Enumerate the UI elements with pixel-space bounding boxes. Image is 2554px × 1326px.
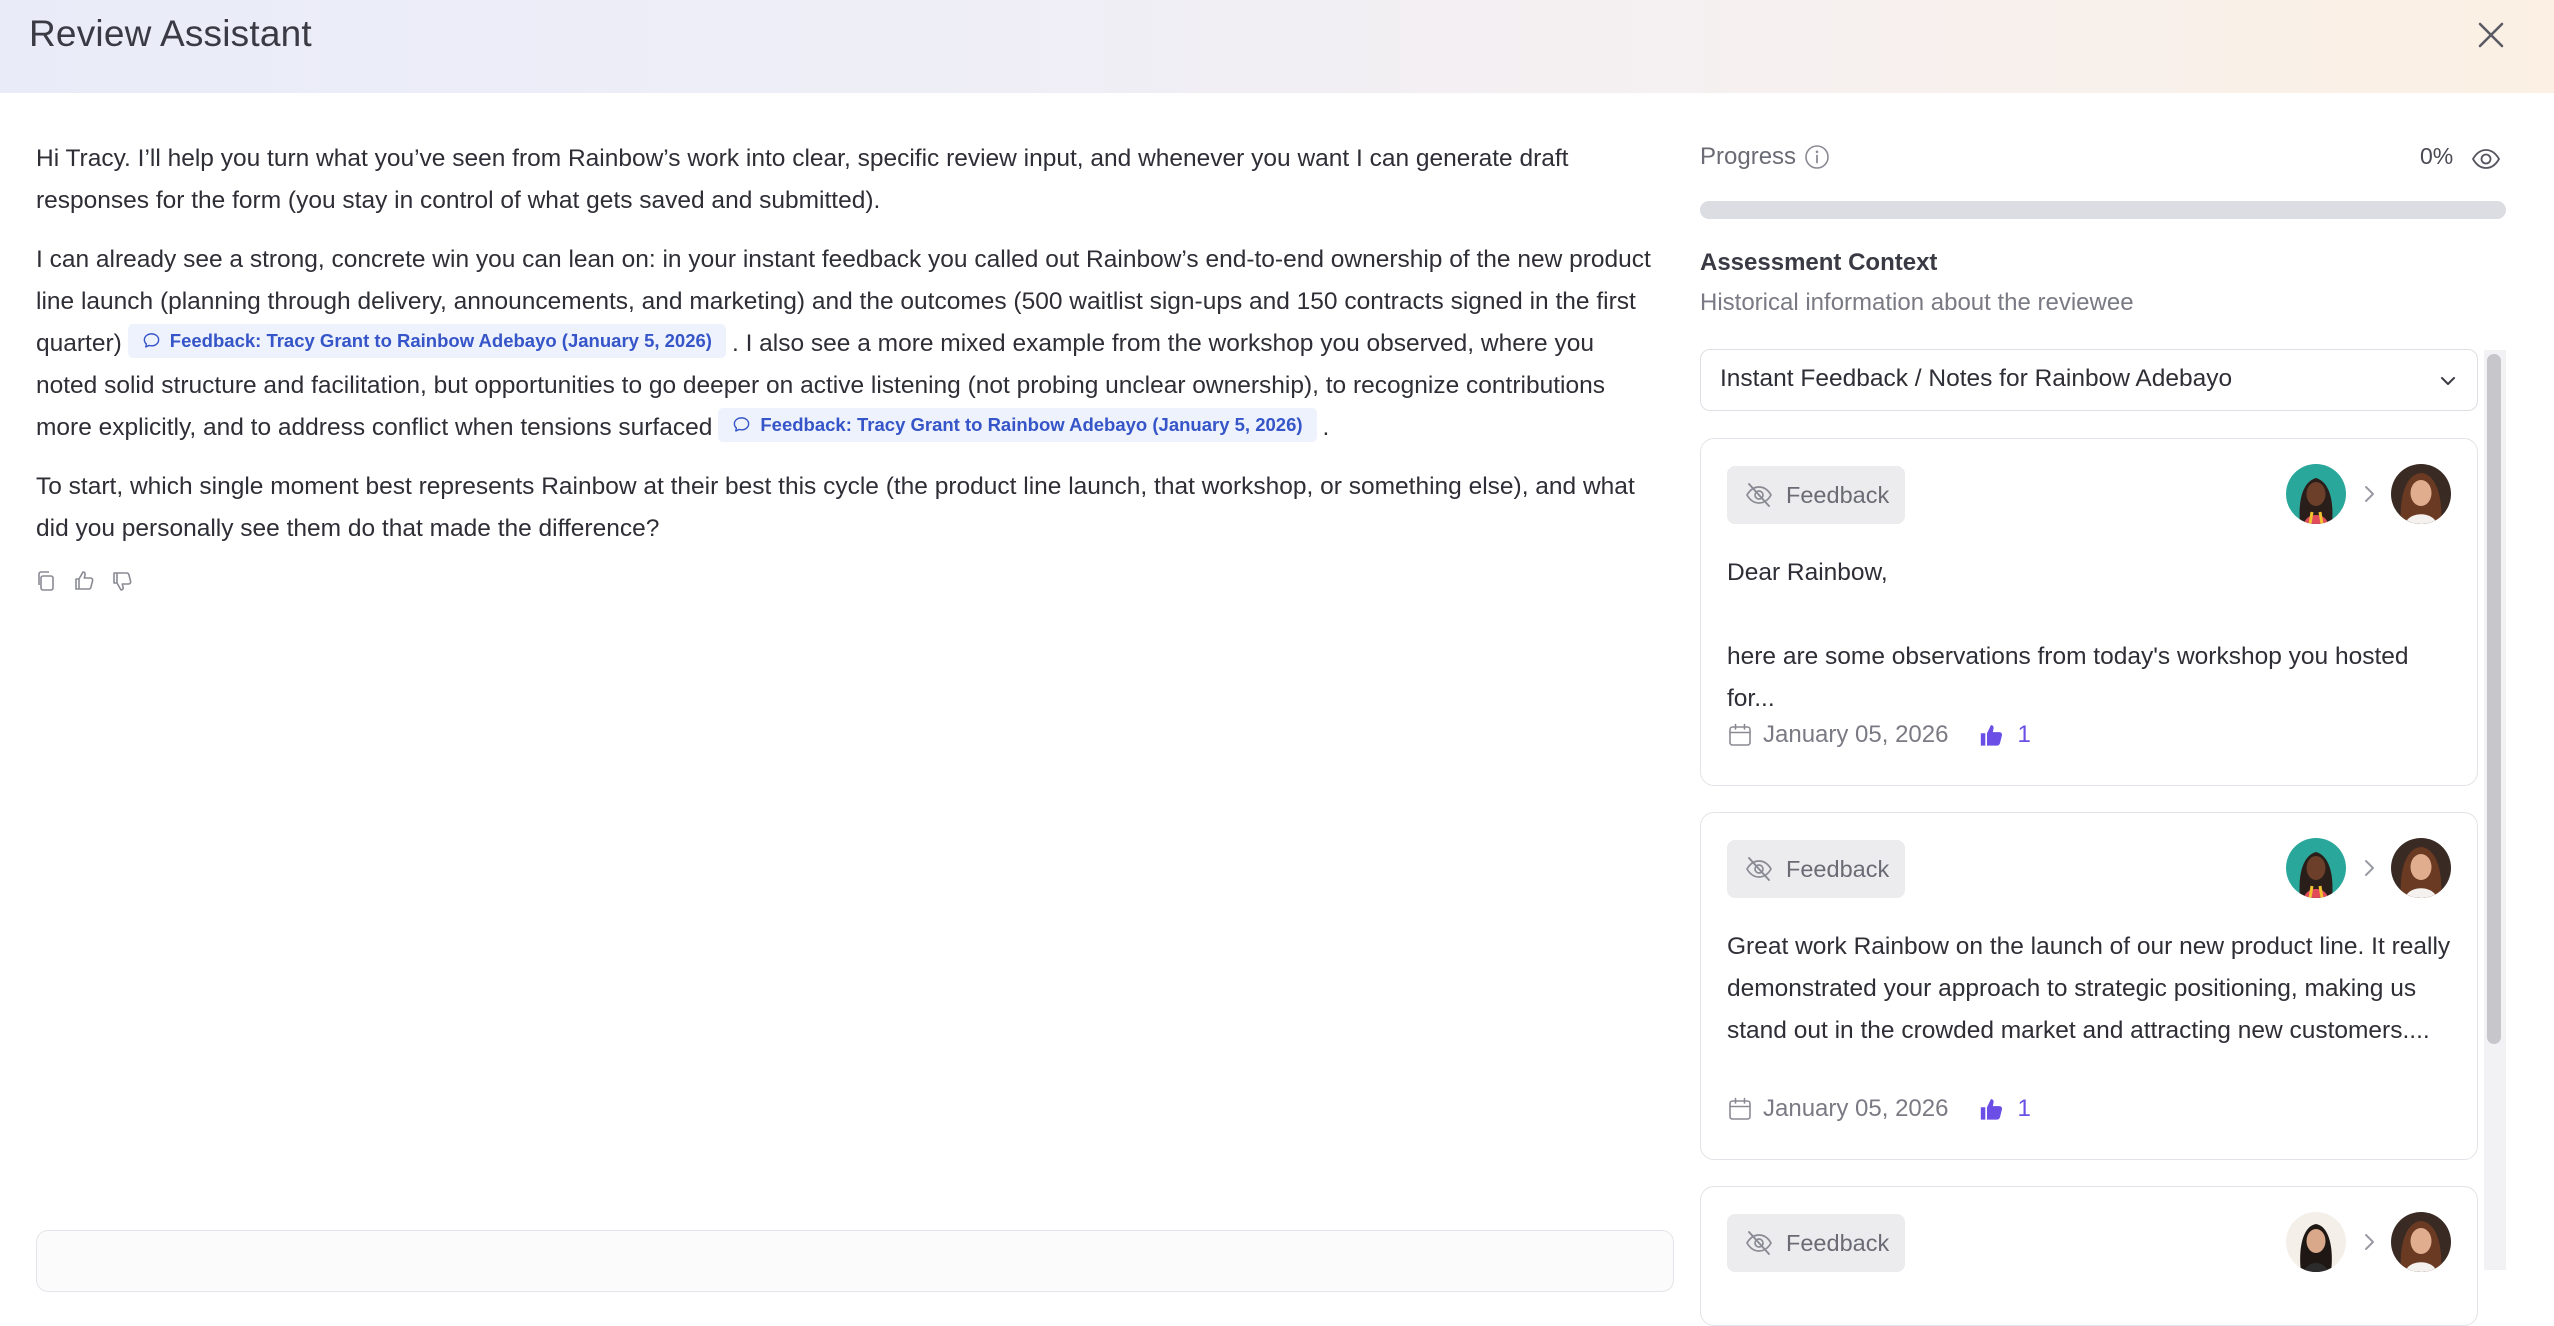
thumbs-up-icon[interactable] xyxy=(1978,722,2005,749)
feedback-card[interactable] xyxy=(1700,812,2478,1160)
avatar xyxy=(2286,464,2346,524)
chevron-right-icon xyxy=(2357,482,2381,506)
message-paragraph xyxy=(36,239,1661,449)
progress-label xyxy=(1700,143,1830,171)
feedback-date: January 05, 2026 xyxy=(1763,721,1949,748)
citation-chip[interactable] xyxy=(128,324,726,358)
assessment-context-subtitle: Historical information about the reviewee xyxy=(1700,289,2134,316)
like-count: 1 xyxy=(2017,721,2031,748)
feedback-excerpt: Great work Rainbow on the launch of our new product line. It really demonstrated your approach to strategic positioning, making us stand out in the crowded market and attracting new customers.... xyxy=(1727,933,2451,1044)
chevron-right-icon xyxy=(2357,856,2381,880)
eye-off-icon xyxy=(1744,854,1774,884)
eye-icon[interactable] xyxy=(2471,144,2501,174)
eye-off-icon xyxy=(1744,1228,1774,1258)
source-select[interactable] xyxy=(1700,349,2478,411)
eye-off-icon xyxy=(1744,480,1774,510)
feedback-badge-label: Feedback xyxy=(1786,1229,1890,1256)
info-icon[interactable] xyxy=(1804,144,1830,170)
chevron-right-icon xyxy=(2357,1230,2381,1254)
feedback-excerpt: Dear Rainbow, here are some observations from today's workshop you hosted for... xyxy=(1727,559,2409,712)
feedback-badge xyxy=(1727,466,1905,524)
assessment-context-title: Assessment Context xyxy=(1700,249,1938,276)
header-bar xyxy=(0,0,2554,93)
calendar-icon xyxy=(1727,1096,1753,1122)
feedback-meta xyxy=(1727,1095,2031,1123)
calendar-icon xyxy=(1727,722,1753,748)
feedback-badge xyxy=(1727,1214,1905,1272)
comment-icon xyxy=(732,415,751,434)
citation-label: Feedback: Tracy Grant to Rainbow Adebayo (January 5, 2026) xyxy=(169,329,712,351)
progress-percent: 0% xyxy=(2420,143,2454,169)
avatar xyxy=(2286,1212,2346,1272)
message-paragraph: Hi Tracy. I’ll help you turn what you’ve seen from Rainbow’s work into clear, specific review input, and whenever you want I can generate draft responses for the form (you stay in control of what gets saved and submitted). xyxy=(36,145,1569,214)
message-actions xyxy=(34,569,134,593)
close-icon[interactable] xyxy=(2474,18,2508,52)
feedback-card[interactable] xyxy=(1700,438,2478,786)
comment-icon xyxy=(142,331,161,350)
thumbs-up-icon[interactable] xyxy=(72,569,96,593)
message-text: I can already see a strong, concrete win you can lean on: in your instant feedback you called out Rainbow’s end-to-end ownership of the new product line launch (planning through delivery, announcements, and marketing) and the outcomes (500 waitlist sign-ups and 150 contracts signed in the first quarter) xyxy=(36,246,1651,357)
feedback-date: January 05, 2026 xyxy=(1763,1095,1949,1122)
thumbs-up-icon[interactable] xyxy=(1978,1096,2005,1123)
progress-bar xyxy=(1700,201,2506,219)
message-composer[interactable] xyxy=(36,1230,1674,1292)
panel-scrollbar-thumb[interactable] xyxy=(2487,354,2501,1044)
avatar xyxy=(2391,838,2451,898)
avatar xyxy=(2391,464,2451,524)
citation-label: Feedback: Tracy Grant to Rainbow Adebayo (January 5, 2026) xyxy=(760,413,1303,435)
chevron-down-icon xyxy=(2437,370,2459,392)
thumbs-down-icon[interactable] xyxy=(110,569,134,593)
feedback-badge xyxy=(1727,840,1905,898)
avatar xyxy=(2286,838,2346,898)
avatar xyxy=(2391,1212,2451,1272)
progress-label-text: Progress xyxy=(1700,143,1797,170)
feedback-badge-label: Feedback xyxy=(1786,855,1890,882)
source-select-value: Instant Feedback / Notes for Rainbow Adebayo xyxy=(1720,365,2233,392)
feedback-card[interactable] xyxy=(1700,1186,2478,1326)
feedback-meta xyxy=(1727,721,2031,749)
assistant-message xyxy=(36,138,1661,567)
feedback-badge-label: Feedback xyxy=(1786,481,1890,508)
message-text: . I also see a more mixed example from the workshop you observed, where you noted solid structure and facilitation, but opportunities to go deeper on active listening (not probing unclear ownership), to recognize contributions more explicitly, and to address conflict when tensions surfaced xyxy=(36,330,1605,441)
citation-chip[interactable] xyxy=(718,408,1316,442)
message-paragraph: To start, which single moment best represents Rainbow at their best this cycle (the product line launch, that workshop, or something else), and what did you personally see them do that made the difference? xyxy=(36,473,1635,542)
like-count: 1 xyxy=(2017,1095,2031,1122)
message-text: . xyxy=(1322,414,1330,441)
copy-icon[interactable] xyxy=(34,569,58,593)
page-title: Review Assistant xyxy=(29,13,312,54)
